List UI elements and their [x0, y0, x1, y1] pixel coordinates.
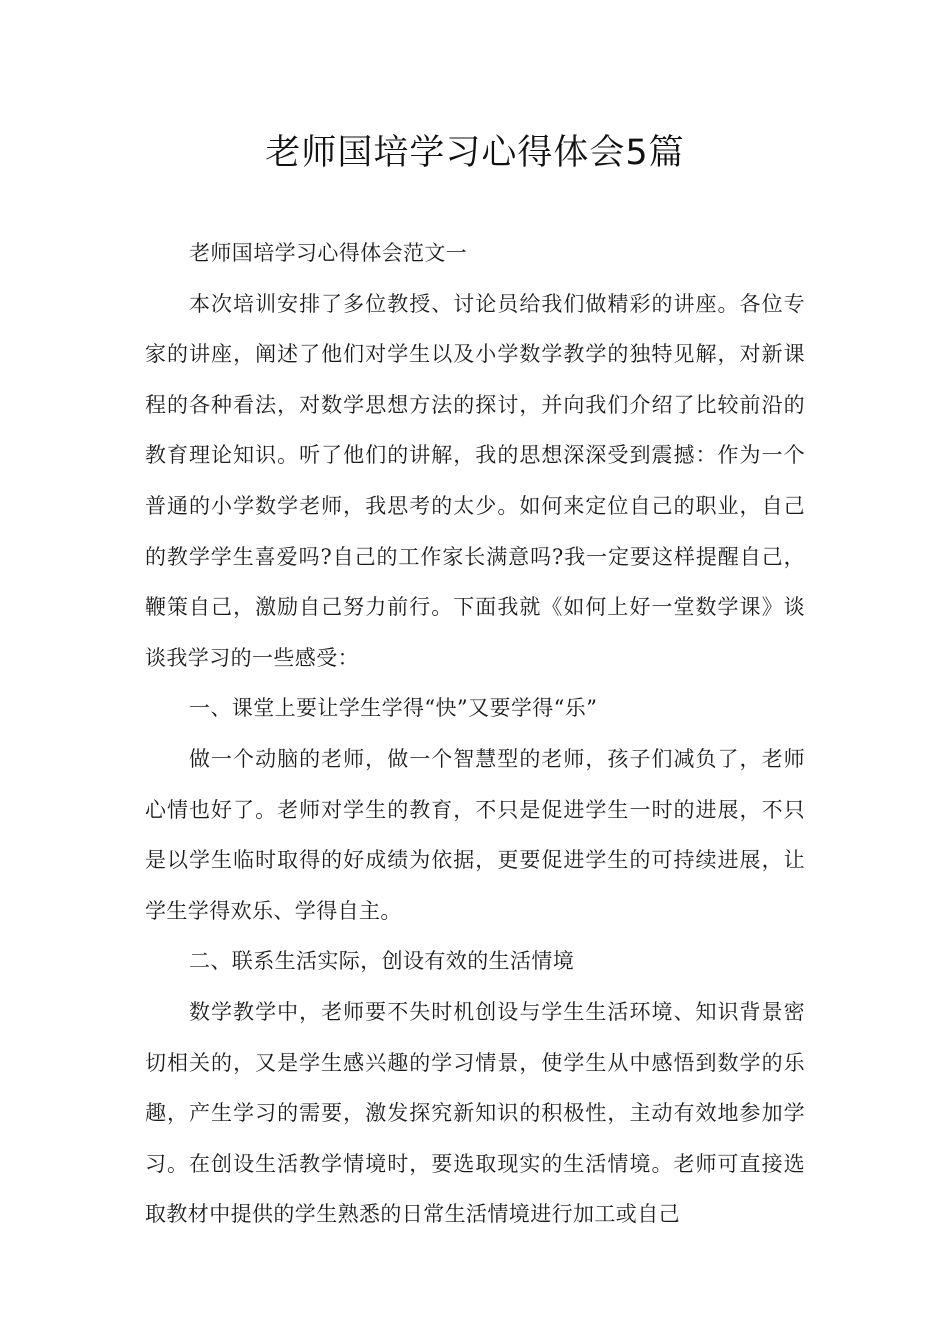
document-title: 老师国培学习心得体会5篇: [265, 133, 685, 173]
paragraph-section-one: 做一个动脑的老师，做一个智慧型的老师，孩子们减负了，老师心情也好了。老师对学生的教育，不只是促进学生一时的进展，不只是以学生临时取得的好成绩为依据，更要促进学生的可持续进展，让学生学得欢乐、学得自主。: [145, 746, 805, 923]
document-body: [145, 228, 805, 1240]
section-heading-one: 一、课堂上要让学生学得“快”又要学得“乐”: [189, 696, 598, 721]
paragraph-section-two: 数学教学中，老师要不失时机创设与学生生活环境、知识背景密切相关的，又是学生感兴趣的学习情景，使学生从中感悟到数学的乐趣，产生学习的需要，激发探究新知识的积极性，主动有效地参加学习。在创设生活教学情境时，要选取现实的生活情境。老师可直接选取教材中提供的学生熟悉的日常生活情境进行加工或自己: [145, 999, 805, 1227]
paragraph-intro: 本次培训安排了多位教授、讨论员给我们做精彩的讲座。各位专家的讲座，阐述了他们对学生以及小学数学教学的独特见解，对新课程的各种看法，对数学思想方法的探讨，并向我们介绍了比较前沿的教育理论知识。听了他们的讲解，我的思想深深受到震撼：作为一个普通的小学数学老师，我思考的太少。如何来定位自己的职业，自己的教学学生喜爱吗?自己的工作家长满意吗?我一定要这样提醒自己，鞭策自己，激励自己努力前行。下面我就《如何上好一堂数学课》谈谈我学习的一些感受：: [145, 291, 805, 670]
section-heading-sample-one: 老师国培学习心得体会范文一: [189, 241, 468, 265]
section-heading-two: 二、联系生活实际，创设有效的生活情境: [189, 949, 575, 974]
